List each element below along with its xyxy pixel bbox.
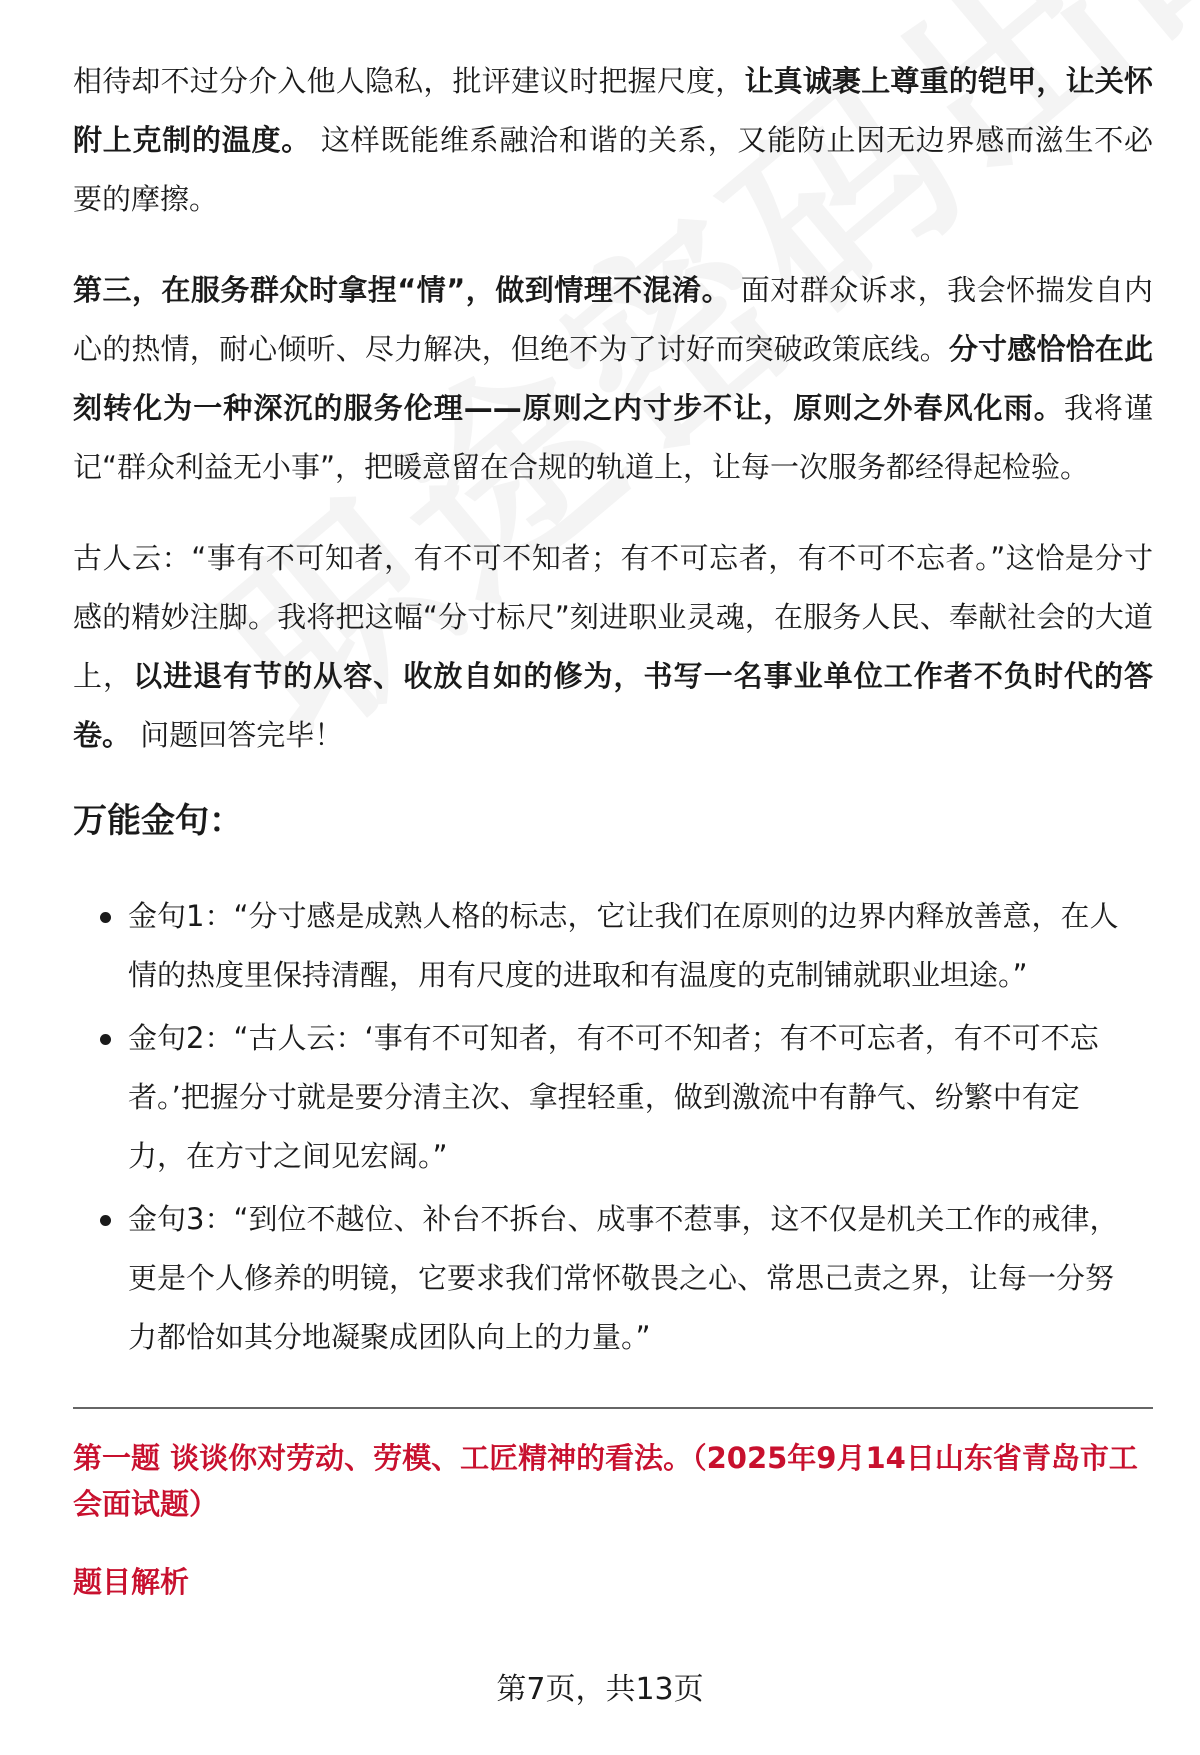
analysis-heading: 题目解析 xyxy=(73,1565,190,1599)
paragraph-bold-text: 第三，在服务群众时拿捏“情”，做到情理不混淆。 xyxy=(73,273,732,307)
paragraph-text: 我将谨记“群众利益无小事”，把暖意留在合规的轨道上，让每一次服务都经得起检验。 xyxy=(73,391,1153,484)
bullet-icon xyxy=(100,912,111,923)
quote-text: 金句2：“古人云：‘事有不可知者，有不可不知者；有不可忘者，有不可不忘者。’把握分寸就是要分清主次、拿捏轻重，做到激流中有静气、纷繁中有定力，在方寸之间见宏阔。” xyxy=(128,1021,1099,1173)
paragraph-relations xyxy=(73,52,1153,229)
paragraph-text: 古人云：“事有不可知者，有不可不知者；有不可忘者，有不可不忘者。”这恰是分寸感的精妙注脚。我将把这幅“分寸标尺”刻进职业灵魂，在服务人民、奉献社会的大道上， xyxy=(73,541,1153,693)
page-number: 第7页，共13页 xyxy=(496,1672,704,1707)
question-title: 第一题 谈谈你对劳动、劳模、工匠精神的看法。（2025年9月14日山东省青岛市工会面试题） xyxy=(73,1441,1138,1521)
paragraph-text: 问题回答完毕！ xyxy=(140,718,344,752)
section-divider xyxy=(73,1407,1153,1409)
list-item xyxy=(128,1190,1153,1367)
quote-text: 金句3：“到位不越位、补台不拆台、成事不惹事，这不仅是机关工作的戒律，更是个人修养的明镜，它要求我们常怀敬畏之心、常思己责之界，让每一分努力都恰如其分地凝聚成团队向上的力量。” xyxy=(128,1202,1119,1354)
list-item xyxy=(128,887,1153,1005)
paragraph-text: 相待却不过分介入他人隐私，批评建议时把握尺度， xyxy=(73,64,745,98)
quotes-list xyxy=(73,887,1153,1367)
paragraph-bold-text: 以进退有节的从容、收放自如的修为，书写一名事业单位工作者不负时代的答卷。 xyxy=(73,659,1153,752)
quote-text: 金句1：“分寸感是成熟人格的标志，它让我们在原则的边界内释放善意，在人情的热度里保持清醒，用有尺度的进取和有温度的克制铺就职业坦途。” xyxy=(128,899,1119,992)
paragraph-bold-text: 让真诚裹上尊重的铠甲，让关怀附上克制的温度。 xyxy=(73,64,1153,157)
paragraph-bold-text: 分寸感恰恰在此刻转化为一种深沉的服务伦理——原则之内寸步不让，原则之外春风化雨。 xyxy=(73,332,1153,425)
section-heading: 万能金句： xyxy=(73,801,243,841)
page-content xyxy=(73,52,1153,1605)
paragraph-text: 面对群众诉求，我会怀揣发自内心的热情，耐心倾听、尽力解决，但绝不为了讨好而突破政策底线。 xyxy=(73,273,1153,366)
bullet-icon xyxy=(100,1034,111,1045)
paragraph-conclusion xyxy=(73,529,1153,765)
bullet-icon xyxy=(100,1215,111,1226)
paragraph-service xyxy=(73,261,1153,497)
paragraph-text: 这样既能维系融洽和谐的关系，又能防止因无边界感而滋生不必要的摩擦。 xyxy=(73,123,1153,216)
list-item xyxy=(128,1009,1153,1186)
